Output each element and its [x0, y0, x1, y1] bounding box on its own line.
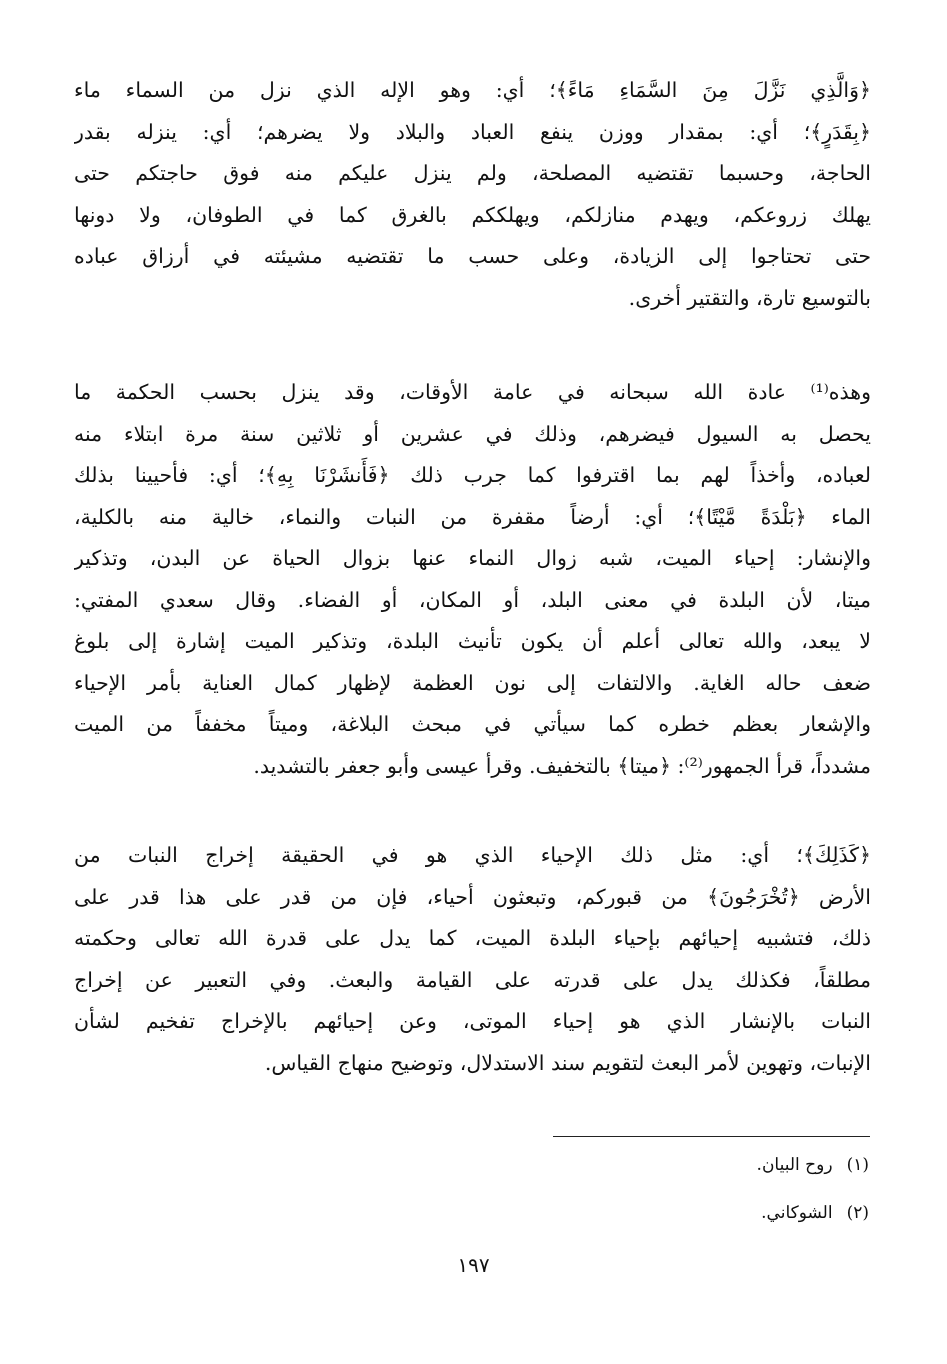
text-line: يهلك زروعكم، ويهدم منازلكم، ويهلككم بالغرق كما في الطوفان، ولا دونها	[74, 202, 871, 227]
text-line: ﴿بِقَدَرٍ﴾؛ أي: بمقدار ووزن ينفع العباد والبلاد ولا يضرهم؛ أي: ينزله بقدر	[74, 119, 871, 144]
text-line: مشدداً، قرأ الجمهور⁽²⁾: ﴿ميتا﴾ بالتخفيف. وقرأ عيسى وأبو جعفر بالتشديد.	[253, 753, 871, 778]
text-line: الحاجة، وحسبما تقتضيه المصلحة، ولم ينزل عليكم منه فوق حاجتكم حتى	[74, 161, 871, 185]
text-line: حتى تحتاجوا إلى الزيادة، وعلى حسب ما تقتضيه مشيئته في أرزاق عباده	[74, 244, 871, 268]
text-line: وهذه⁽¹⁾ عادة الله سبحانه في عامة الأوقات، وقد ينزل بحسب الحكمة ما	[74, 380, 871, 404]
paragraph-1	[74, 70, 871, 319]
text-line: مطلقاً، فكذلك يدل على قدرته على القيامة والبعث. وفي التعبير عن إخراج	[74, 967, 871, 992]
text-line: الأرض ﴿تُخْرَجُونَ﴾ من قبوركم، وتبعثون أحياء، فإن من قدر على هذا قدر على	[74, 884, 871, 909]
text-line: الماء ﴿بَلْدَةً مَّيْتًا﴾؛ أي: أرضاً مقفرة من النبات والنماء، خالية منه بالكلية،	[74, 504, 871, 529]
text-line: ميتا، لأن البلدة في معنى البلد، أو المكان، أو الفضاء. وقال سعدي المفتي:	[74, 587, 871, 612]
text-line: لعباده، وأخذاً لهم بما اقترفوا كما جرب ذلك ﴿فَأَنشَرْنَا بِهِ﴾؛ أي: فأحيينا بذلك	[74, 463, 871, 487]
text-line: النبات بالإنشار الذي هو إحياء الموتى، وعن إحيائهم بالإخراج تفخيم لشأن	[74, 1009, 871, 1033]
page-number: ١٩٧	[457, 1253, 490, 1277]
paragraph-2	[74, 372, 871, 787]
footnote-text: الشوكاني.	[761, 1203, 833, 1223]
footnote-2	[369, 1200, 869, 1226]
text-line: لا يبعد، والله تعالى أعلم أن يكون تأنيث البلدة، وتذكير الميت إشارة إلى بلوغ	[74, 629, 871, 653]
footnote-1	[369, 1152, 869, 1178]
footnote-number: (١)	[846, 1155, 869, 1175]
text-line: بالتوسيع تارة، والتقتير أخرى.	[628, 285, 871, 310]
text-line: ضعف حاله الغاية. والالتفات إلى نون العظمة لإظهار كمال العناية بأمر الإحياء	[74, 670, 871, 695]
text-line: ذلك، فتشبيه إحيائهم بإحياء البلدة الميت، كما يدل على قدرة الله تعالى وحكمته	[74, 926, 871, 950]
text-line: والإنشار: إحياء الميت، شبه زوال النماء عنها بزوال الحياة عن البدن، وتذكير	[74, 546, 871, 570]
footnote-divider	[553, 1136, 870, 1137]
text-line: الإنبات، وتهوين لأمر البعث لتقويم سند الاستدلال، وتوضيح منهاج القياس.	[264, 1050, 871, 1075]
footnote-number: (٢)	[846, 1203, 869, 1223]
paragraph-3	[74, 835, 871, 1084]
text-line: والإشعار بعظم خطره كما سيأتي في مبحث البلاغة، وميتاً مخففاً من الميت	[74, 712, 871, 736]
text-line: يحصل به السيول فيضرهم، وذلك في عشرين أو ثلاثين سنة مرة ابتلاء منه	[74, 421, 871, 446]
footnote-text: روح البيان.	[756, 1155, 833, 1175]
text-line: ﴿وَالَّذِي نَزَّلَ مِنَ السَّمَاءِ مَاءً﴾؛ أي: وهو الإله الذي نزل من السماء ماء	[74, 78, 871, 102]
text-line: ﴿كَذَلِكَ﴾؛ أي: مثل ذلك الإحياء الذي هو في الحقيقة إخراج النبات من	[74, 843, 871, 867]
